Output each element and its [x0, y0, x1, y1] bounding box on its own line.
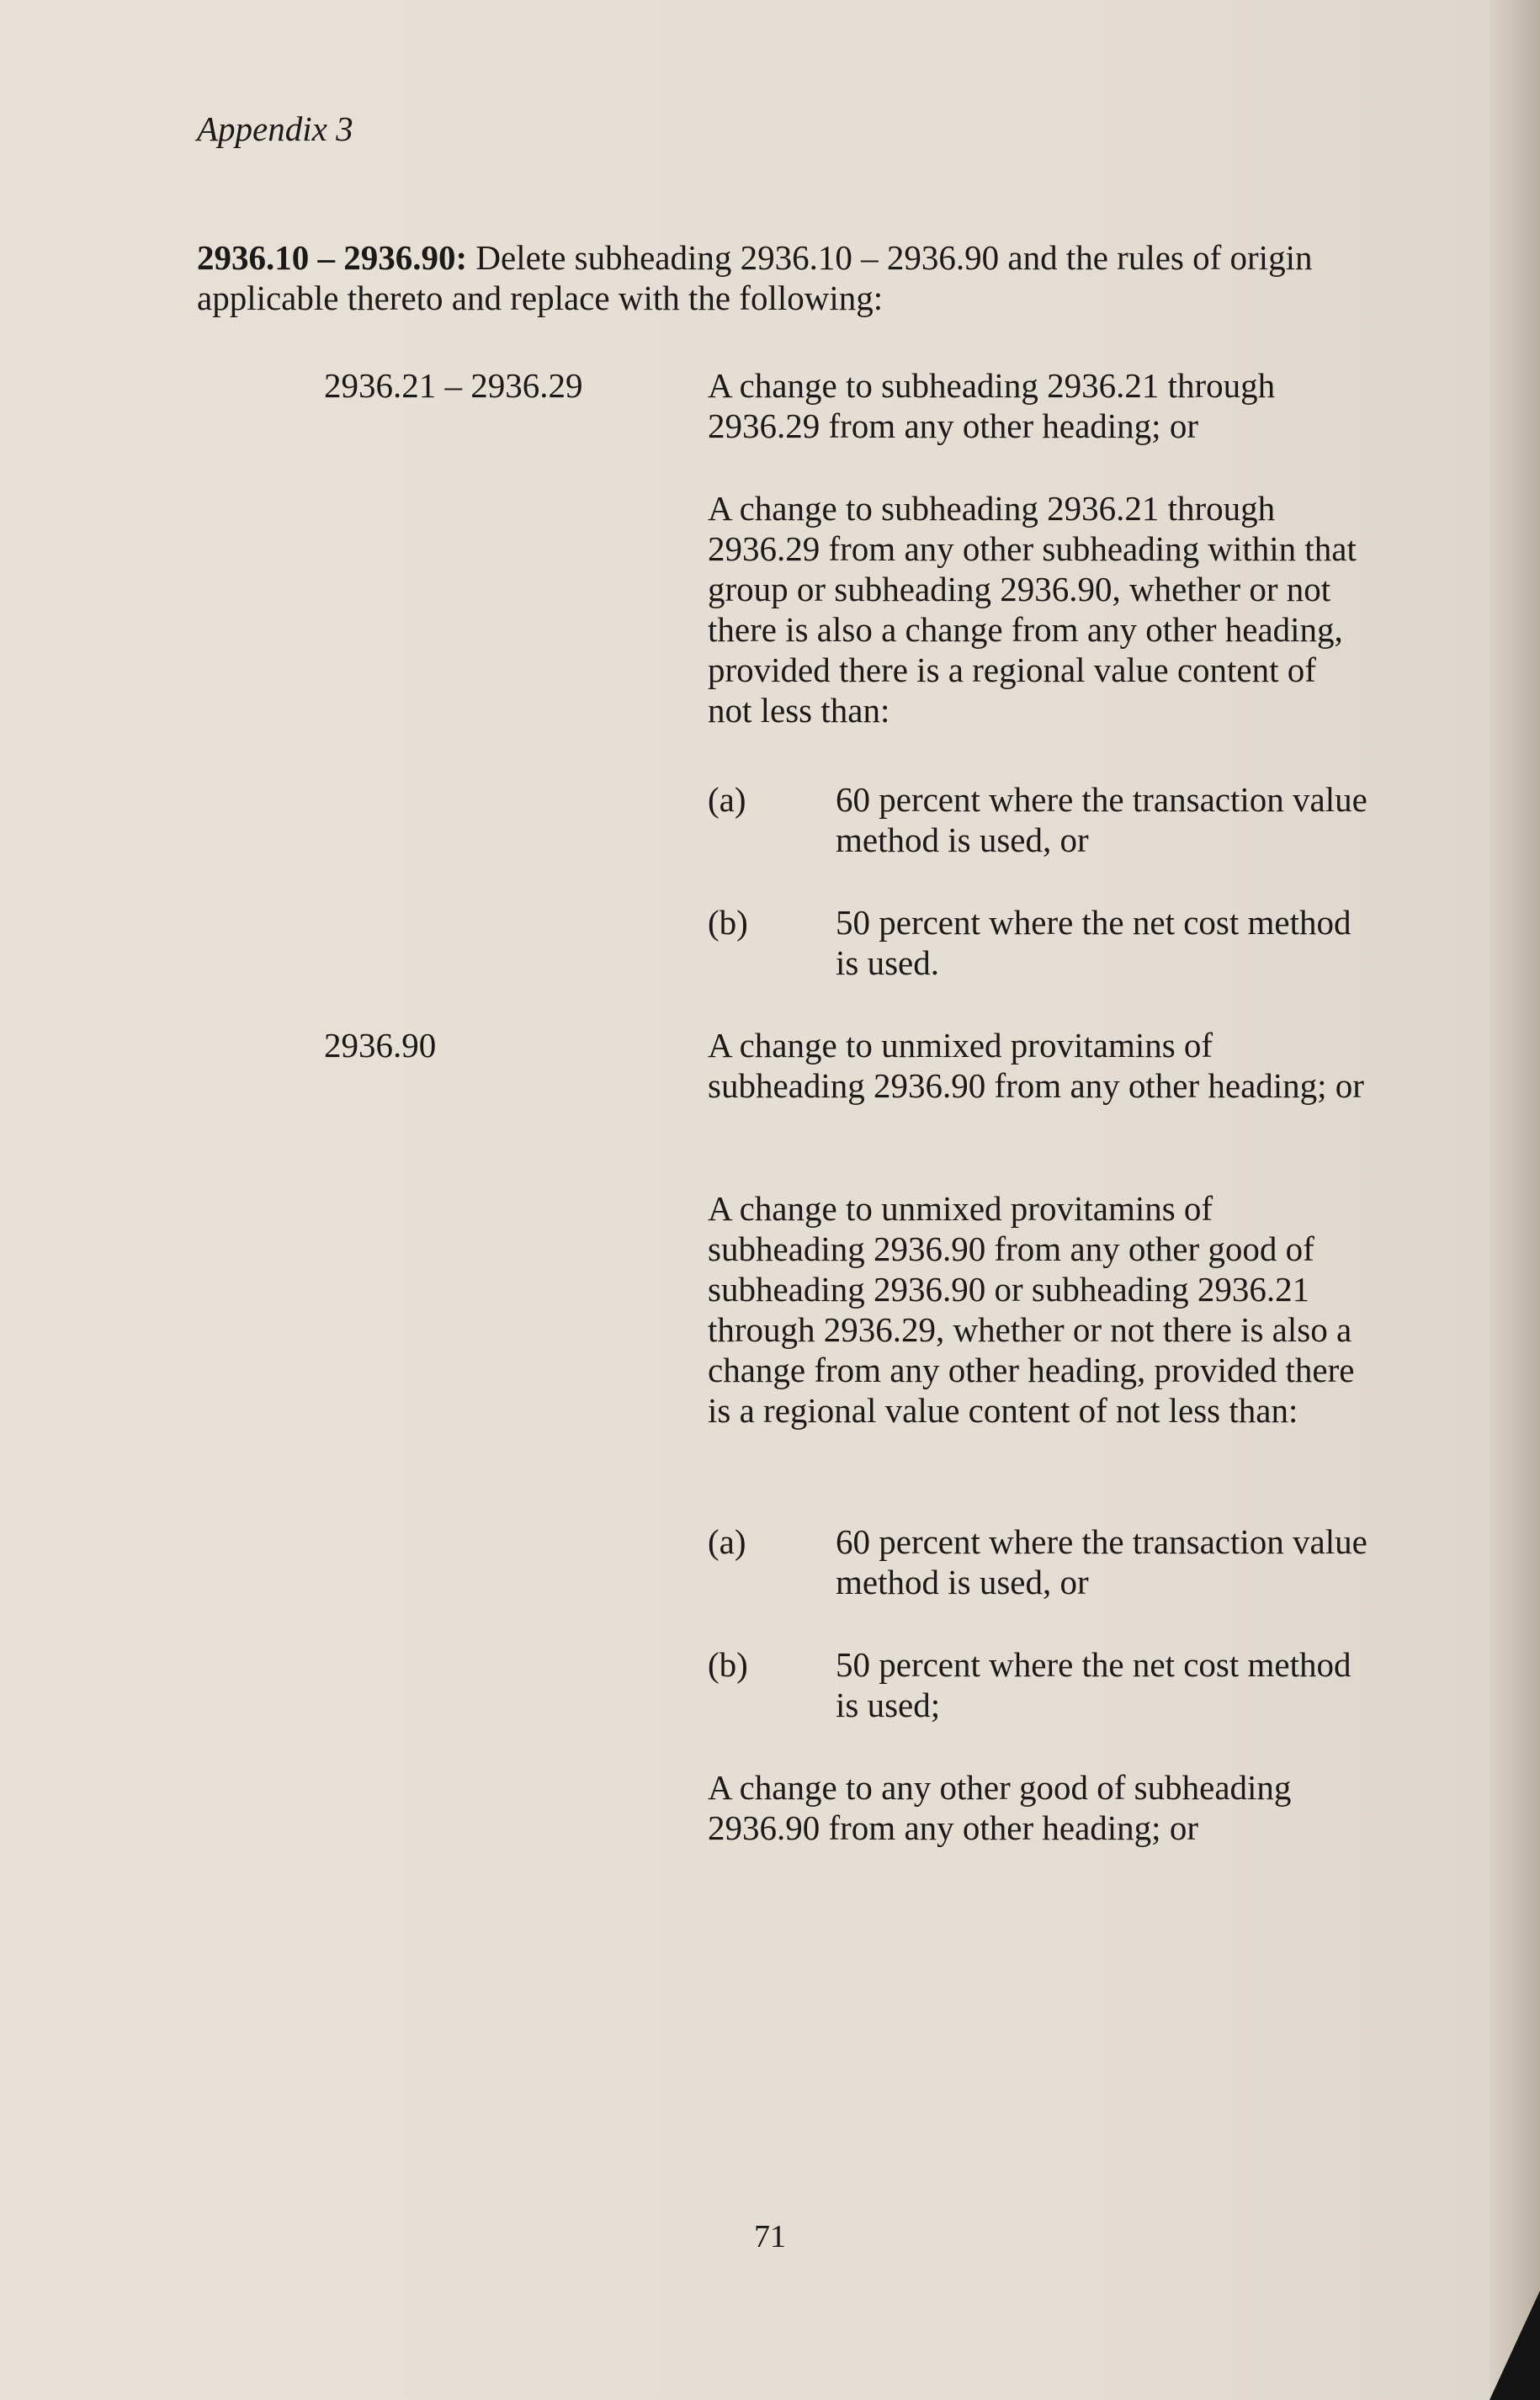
intro-text: Delete subheading 2936.10 – 2936.90 and the rules of origin applicable thereto and replace with the following:	[197, 238, 1313, 317]
condition-label: (a)	[708, 780, 746, 819]
condition-text: 60 percent where the transaction value method is used, or	[836, 1522, 1367, 1601]
rule-code: 2936.90	[324, 1026, 437, 1065]
rule-paragraph: A change to subheading 2936.21 through 2936.29 from any other heading; or	[708, 366, 1276, 445]
condition-text: 50 percent where the net cost method is used.	[836, 903, 1351, 982]
intro-lead: 2936.10 – 2936.90:	[197, 238, 468, 277]
rule-paragraph: A change to subheading 2936.21 through 2936.29 from any other subheading within that group or subheading 2936.90, whether or not there is also a change from any other heading, provided there is a regional value content of not less than:	[708, 489, 1357, 730]
running-head: Appendix 3	[197, 109, 353, 148]
condition-text: 50 percent where the net cost method is used;	[836, 1645, 1351, 1724]
rule-paragraph: A change to unmixed provitamins of subheading 2936.90 from any other heading; or	[708, 1026, 1364, 1105]
condition-text: 60 percent where the transaction value method is used, or	[836, 780, 1367, 859]
rule-paragraph: A change to any other good of subheading 2936.90 from any other heading; or	[708, 1768, 1292, 1847]
condition-label: (b)	[708, 903, 748, 942]
rule-code: 2936.21 – 2936.29	[324, 366, 583, 405]
page-edge-shadow	[1490, 0, 1540, 2400]
rule-paragraph: A change to unmixed provitamins of subheading 2936.90 from any other good of subheading 2936.90 or subheading 2936.21 through 2936.29, whether or not there is also a change from any other heading, provided there is a regional value content of not less than:	[708, 1189, 1355, 1430]
intro-paragraph	[197, 237, 1375, 318]
page-corner	[1490, 2291, 1540, 2400]
condition-label: (a)	[708, 1522, 746, 1561]
condition-label: (b)	[708, 1645, 748, 1684]
page-number: 71	[754, 2219, 786, 2254]
